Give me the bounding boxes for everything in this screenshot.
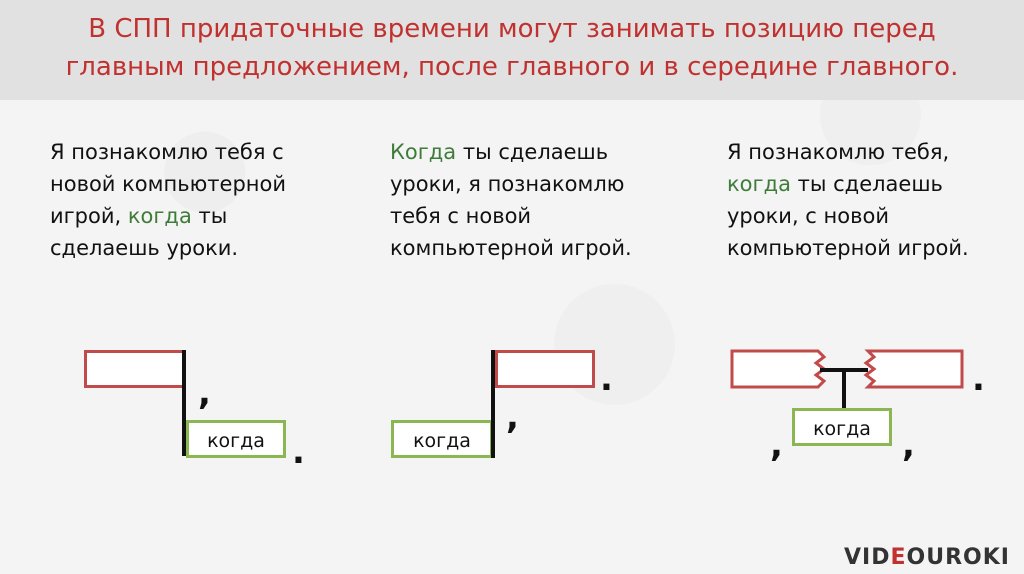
scheme-3-main-clause-left — [732, 351, 824, 387]
example-1-conjunction: когда — [127, 204, 192, 228]
example-2-text — [390, 136, 632, 264]
example-2-line-1b: ты сделаешь — [456, 140, 609, 164]
scheme-3-comma-left: , — [770, 425, 783, 465]
example-2-line-2: уроки, я познакомлю — [390, 172, 625, 196]
slide-title — [20, 10, 1004, 86]
example-3-line-1: Я познакомлю тебя, — [727, 140, 950, 164]
example-1-line-4: сделаешь уроки. — [50, 236, 239, 260]
scheme-3-period: . — [972, 359, 985, 399]
videouroki-logo: VIDEOUROKI — [844, 545, 1010, 570]
scheme-1-main-clause-box — [84, 350, 186, 388]
example-3-conjunction: когда — [727, 172, 791, 196]
example-3-line-2b: ты сделаешь — [790, 172, 943, 196]
scheme-3-connector-vertical — [842, 368, 846, 410]
example-2-line-4: компьютерной игрой. — [390, 236, 632, 260]
example-1-line-3c: ты — [191, 204, 228, 228]
example-3-line-4: компьютерной игрой. — [727, 236, 969, 260]
title-line-2: главным предложением, после главного и в середине главного. — [65, 52, 959, 82]
example-1-text — [50, 136, 286, 264]
example-3-text — [727, 136, 969, 264]
example-2-conjunction: Когда — [390, 140, 457, 164]
example-2-line-3: тебя с новой — [390, 204, 532, 228]
scheme-3-main-clause-right — [866, 351, 962, 387]
scheme-3-subordinate-box: когда — [792, 408, 892, 446]
scheme-1-period: . — [292, 432, 305, 472]
example-1-line-1: Я познакомлю тебя с — [50, 140, 284, 164]
title-line-1: В СПП придаточные времени могут занимать позицию перед — [88, 14, 936, 44]
example-1-line-2: новой компьютерной — [50, 172, 286, 196]
scheme-1-subordinate-box: когда — [186, 420, 286, 458]
scheme-2-main-clause-box — [495, 350, 595, 388]
scheme-2-subordinate-box: когда — [391, 420, 493, 458]
scheme-3-comma-right: , — [902, 425, 915, 465]
scheme-2-period: . — [600, 359, 613, 399]
scheme-2-comma: , — [506, 397, 519, 437]
example-1-line-3a: игрой, — [50, 204, 128, 228]
scheme-1-comma: , — [198, 373, 211, 413]
example-3-line-3: уроки, с новой — [727, 204, 889, 228]
